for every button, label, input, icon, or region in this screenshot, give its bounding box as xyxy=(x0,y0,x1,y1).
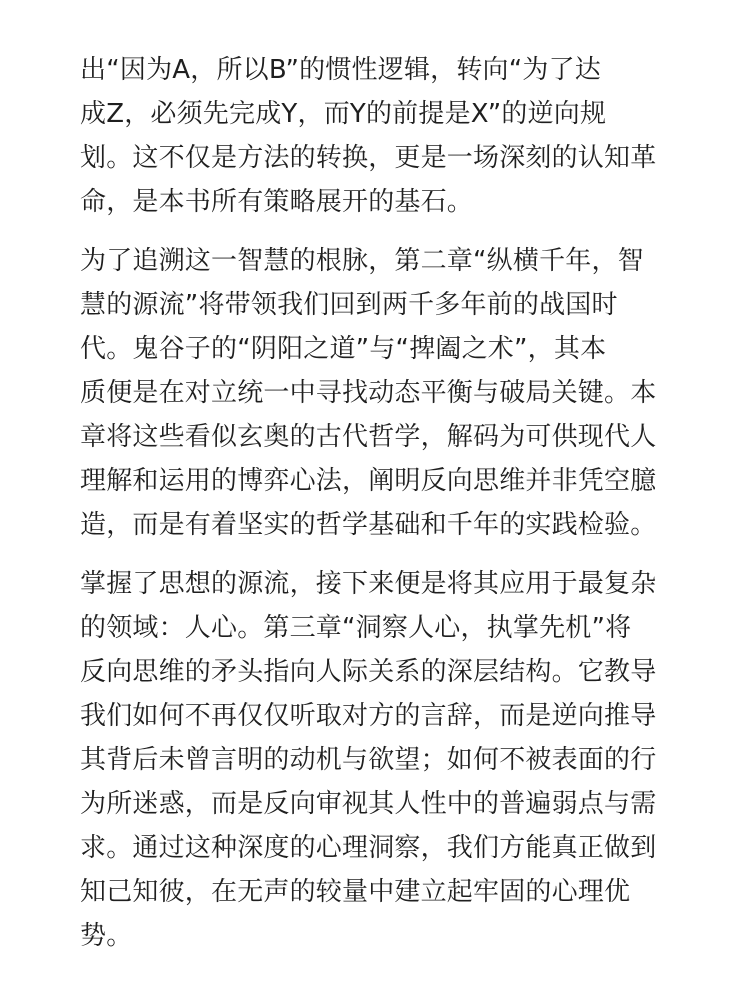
text-line: 其背后未曾言明的动机与欲望；如何不被表面的行 xyxy=(80,745,657,775)
paragraph-1 xyxy=(80,48,680,224)
text-line: 掌握了思想的源流，接下来便是将其应用于最复杂 xyxy=(80,569,657,599)
text-line: 造，而是有着坚实的哲学基础和千年的实践检验。 xyxy=(80,510,657,540)
text-line: 为了追溯这一智慧的根脉，第二章“纵横千年，智 xyxy=(80,246,644,276)
text-line: 慧的源流”将带领我们回到两千多年前的战国时 xyxy=(80,290,618,320)
paragraph-2 xyxy=(80,239,680,547)
text-line: 为所迷惑，而是反向审视其人性中的普遍弱点与需 xyxy=(80,789,657,819)
document-page xyxy=(80,48,680,973)
text-line: 势。 xyxy=(80,921,133,951)
text-line: 划。这不仅是方法的转换，更是一场深刻的认知革 xyxy=(80,143,657,173)
text-line: 反向思维的矛头指向人际关系的深层结构。它教导 xyxy=(80,657,657,687)
text-line: 知己知彼，在无声的较量中建立起牢固的心理优 xyxy=(80,877,631,907)
text-line: 我们如何不再仅仅听取对方的言辞，而是逆向推导 xyxy=(80,701,657,731)
text-line: 成Z，必须先完成Y，而Y的前提是X”的逆向规 xyxy=(80,99,607,129)
text-line: 章将这些看似玄奥的古代哲学，解码为可供现代人 xyxy=(80,422,657,452)
text-line: 的领域：人心。第三章“洞察人心，执掌先机”将 xyxy=(80,613,632,643)
text-line: 出“因为A，所以B”的惯性逻辑，转向“为了达 xyxy=(80,55,602,85)
text-line: 求。通过这种深度的心理洞察，我们方能真正做到 xyxy=(80,833,657,863)
paragraph-3 xyxy=(80,562,680,958)
text-line: 代。鬼谷子的“阴阳之道”与“捭阖之术”，其本 xyxy=(80,334,607,364)
text-line: 理解和运用的博弈心法，阐明反向思维并非凭空臆 xyxy=(80,466,657,496)
text-line: 命，是本书所有策略展开的基石。 xyxy=(80,187,474,217)
text-line: 质便是在对立统一中寻找动态平衡与破局关键。本 xyxy=(80,378,657,408)
